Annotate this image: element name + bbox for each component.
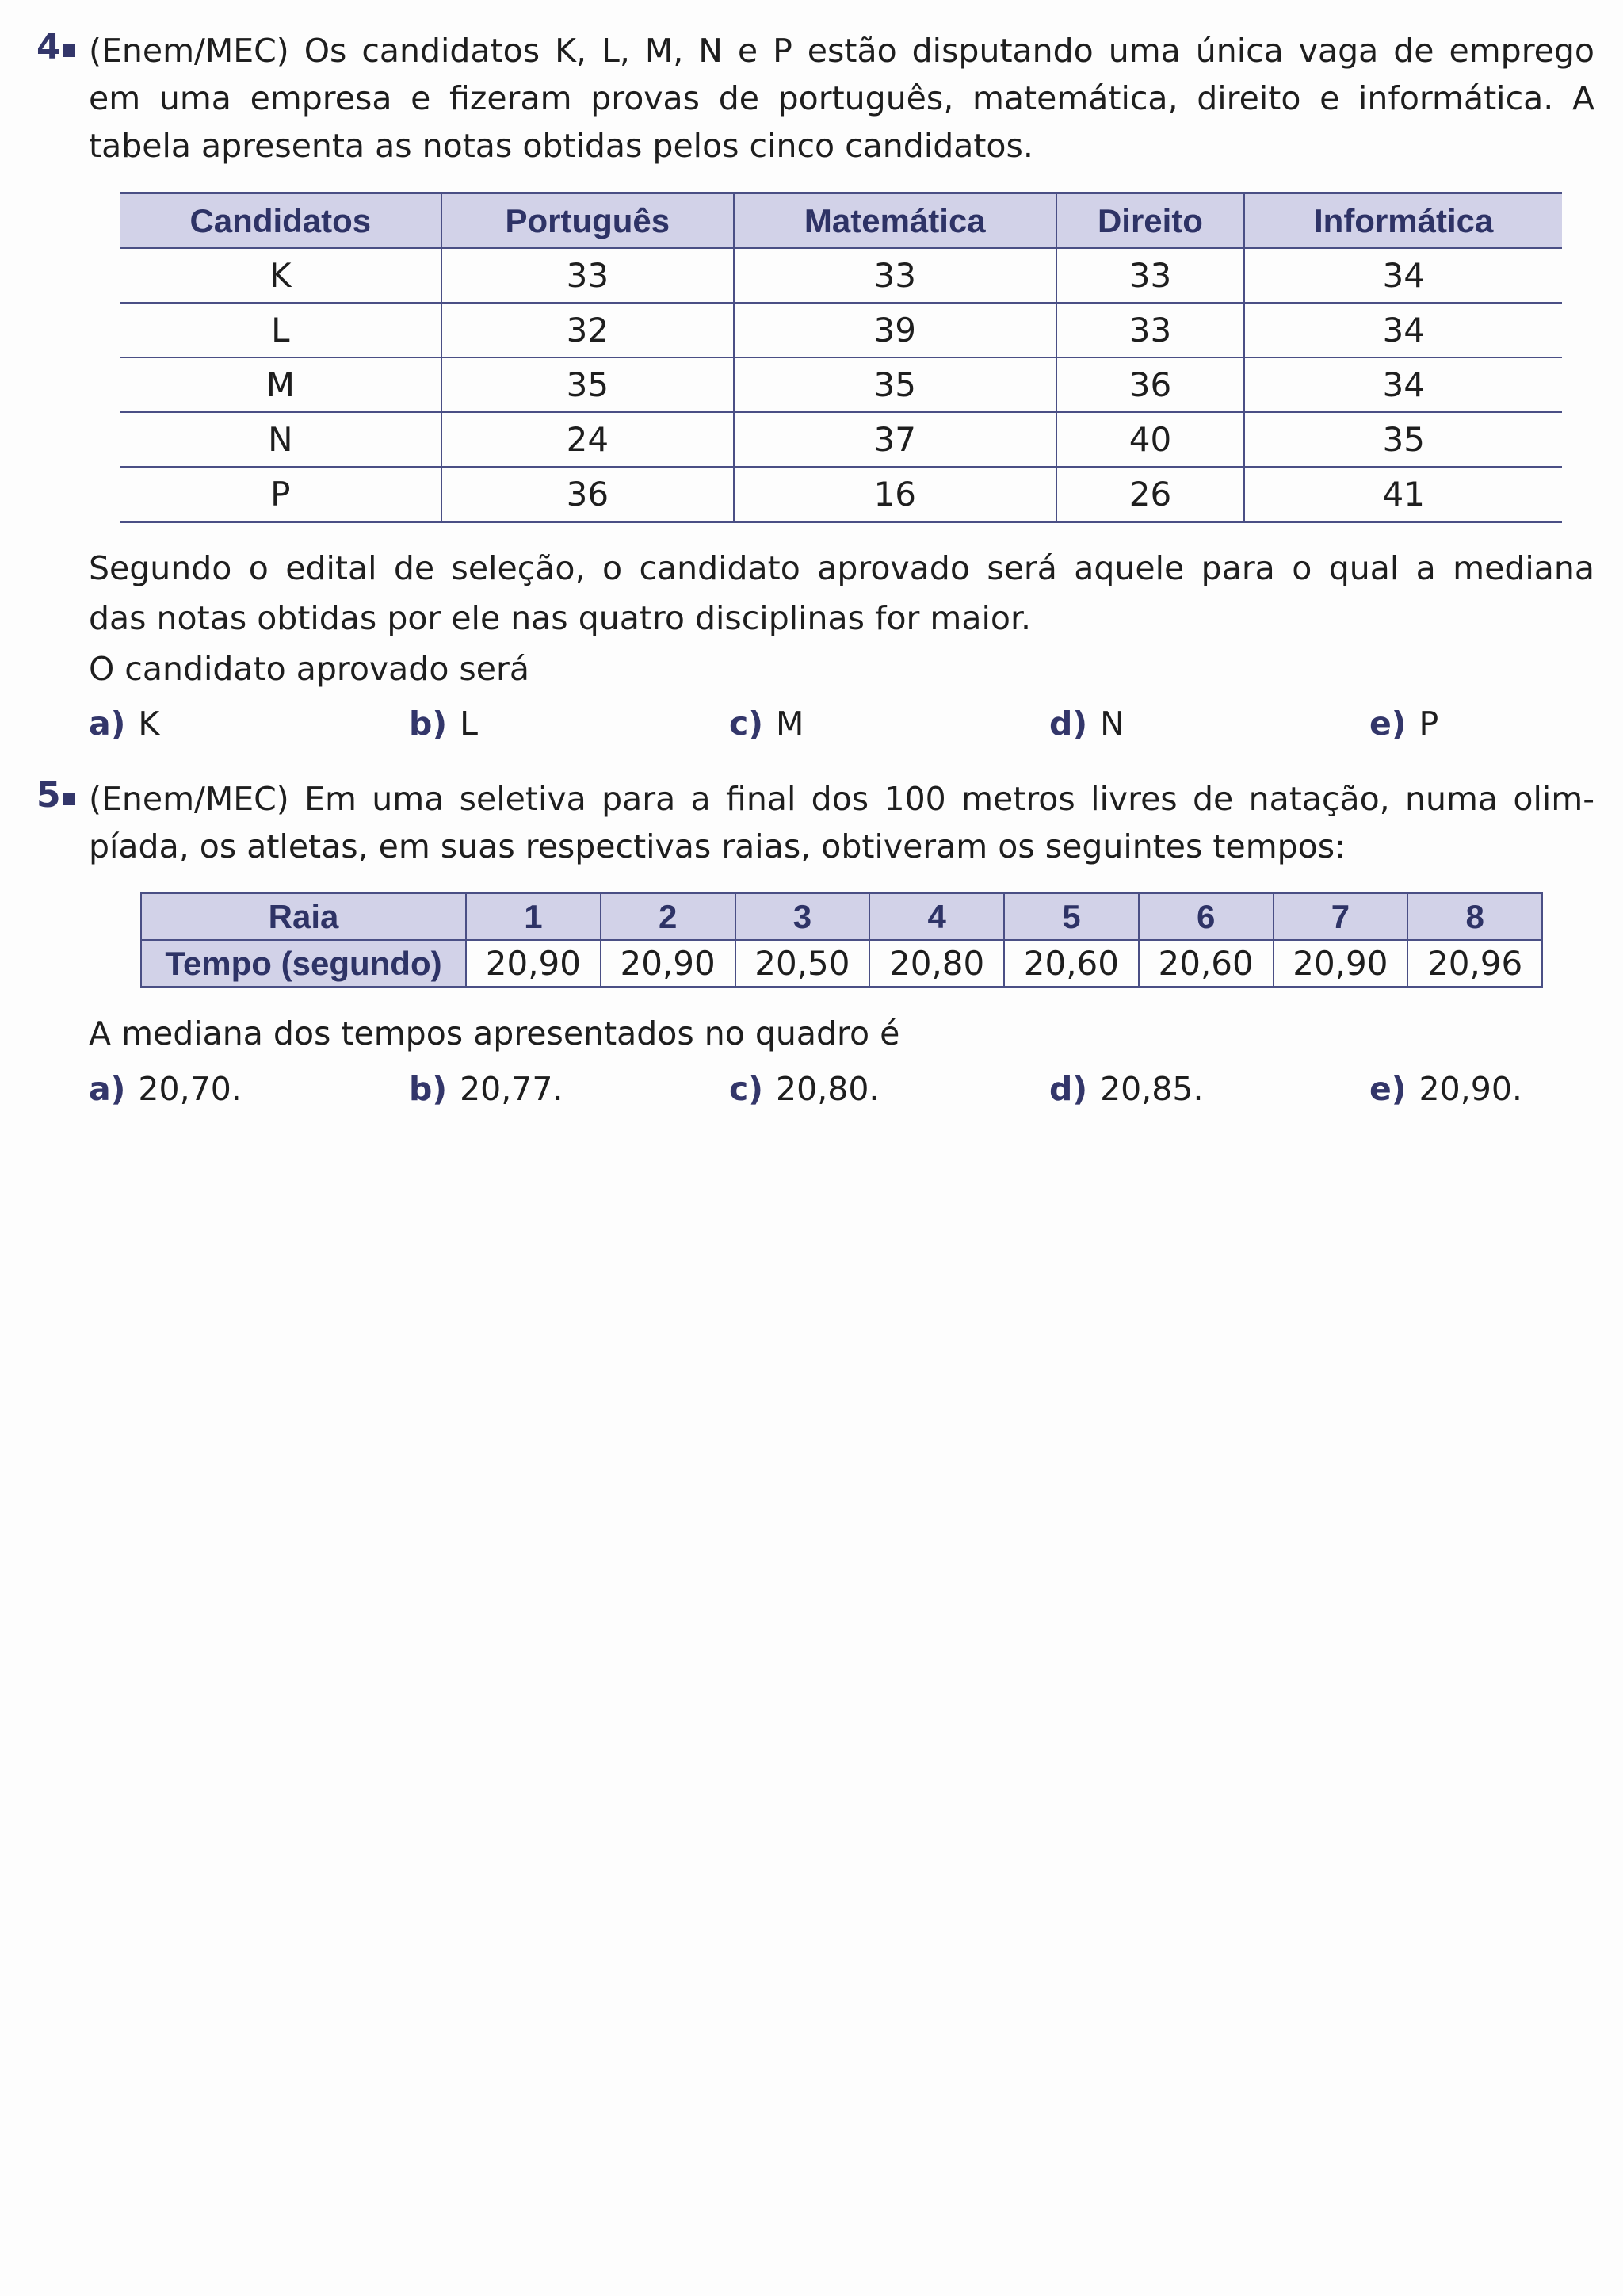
- option-letter: e): [1369, 705, 1407, 743]
- question-4-criteria-line-1: Segundo o edital de seleção, o candidato aprovado será aquele para o qual a mediana: [89, 549, 1594, 587]
- header-cell: Português: [441, 193, 734, 249]
- option-letter: d): [1049, 705, 1088, 743]
- number-dot: [63, 793, 75, 805]
- lane-cell: 2: [601, 893, 735, 940]
- table-cell: 33: [1056, 248, 1245, 303]
- lane-cell: 6: [1139, 893, 1274, 940]
- table-cell: 35: [441, 357, 734, 412]
- time-row: [141, 940, 1542, 987]
- question-number-text: 5: [36, 775, 60, 816]
- option-e[interactable]: [1369, 700, 1438, 747]
- table-cell: 39: [734, 303, 1056, 357]
- table-row: [120, 412, 1562, 467]
- table-cell: 36: [441, 467, 734, 522]
- question-5-options: [89, 1065, 1594, 1113]
- grades-table: [120, 192, 1562, 523]
- table-cell: 34: [1244, 303, 1562, 357]
- question-4-text-line-2: em uma empresa e fizeram provas de português, matemática, direito e informática. A: [89, 79, 1594, 117]
- time-cell: 20,96: [1407, 940, 1542, 987]
- option-letter: c): [729, 1070, 764, 1108]
- question-4-options: [89, 700, 1594, 747]
- question-4-text-line-1: (Enem/MEC) Os candidatos K, L, M, N e P estão disputando uma única vaga de emprego: [89, 32, 1594, 70]
- option-letter: e): [1369, 1070, 1407, 1108]
- table-cell: M: [120, 357, 441, 412]
- header-cell: Direito: [1056, 193, 1245, 249]
- time-row-label: Tempo (segundo): [141, 940, 466, 987]
- time-cell: 20,60: [1004, 940, 1139, 987]
- table-cell: 35: [734, 357, 1056, 412]
- option-letter: c): [729, 705, 764, 743]
- table-row: [120, 357, 1562, 412]
- table-cell: L: [120, 303, 441, 357]
- question-number-text: 4: [36, 27, 60, 67]
- option-text: 20,77.: [460, 1070, 563, 1108]
- grades-table-header: [120, 193, 1562, 249]
- table-cell: P: [120, 467, 441, 522]
- question-4-prompt: O candidato aprovado será: [89, 650, 530, 688]
- time-cell: 20,50: [735, 940, 870, 987]
- table-row: [120, 467, 1562, 522]
- option-a[interactable]: [89, 700, 159, 747]
- time-cell: 20,90: [466, 940, 601, 987]
- time-cell: 20,90: [1274, 940, 1408, 987]
- question-4-text-line-3: tabela apresenta as notas obtidas pelos cinco candidatos.: [89, 127, 1033, 165]
- option-text: N: [1100, 705, 1125, 743]
- table-cell: 34: [1244, 248, 1562, 303]
- option-letter: b): [409, 705, 448, 743]
- time-cell: 20,60: [1139, 940, 1274, 987]
- option-text: 20,85.: [1100, 1070, 1204, 1108]
- option-text: L: [460, 705, 478, 743]
- table-cell: 32: [441, 303, 734, 357]
- header-cell: Informática: [1244, 193, 1562, 249]
- question-5-text-line-1: (Enem/MEC) Em uma seletiva para a final dos 100 metros livres de natação, numa olim-: [89, 780, 1594, 818]
- table-cell: 16: [734, 467, 1056, 522]
- question-5-text-line-2: píada, os atletas, em suas respectivas raias, obtiveram os seguintes tempos:: [89, 827, 1346, 865]
- table-cell: 41: [1244, 467, 1562, 522]
- table-cell: 33: [1056, 303, 1245, 357]
- lane-times-table: [140, 892, 1543, 988]
- table-cell: 33: [734, 248, 1056, 303]
- option-letter: b): [409, 1070, 448, 1108]
- table-cell: 36: [1056, 357, 1245, 412]
- lane-cell: 7: [1274, 893, 1408, 940]
- table-cell: 40: [1056, 412, 1245, 467]
- question-5-number: [36, 775, 75, 816]
- question-4-number: [36, 27, 75, 67]
- option-b[interactable]: [409, 1065, 563, 1113]
- option-b[interactable]: [409, 700, 478, 747]
- option-text: M: [776, 705, 804, 743]
- lane-cell: 4: [869, 893, 1004, 940]
- lane-cell: 5: [1004, 893, 1139, 940]
- option-c[interactable]: [729, 700, 804, 747]
- table-row: [120, 248, 1562, 303]
- table-cell: 35: [1244, 412, 1562, 467]
- option-text: P: [1419, 705, 1439, 743]
- option-a[interactable]: [89, 1065, 242, 1113]
- table-cell: K: [120, 248, 441, 303]
- table-cell: 33: [441, 248, 734, 303]
- option-letter: a): [89, 705, 126, 743]
- lane-row: [141, 893, 1542, 940]
- lane-row-label: Raia: [141, 893, 466, 940]
- header-cell: Candidatos: [120, 193, 441, 249]
- lane-cell: 3: [735, 893, 870, 940]
- question-4-criteria-line-2: das notas obtidas por ele nas quatro disciplinas for maior.: [89, 599, 1032, 637]
- question-5-prompt: A mediana dos tempos apresentados no quadro é: [89, 1014, 900, 1052]
- option-text: K: [138, 705, 160, 743]
- lane-cell: 8: [1407, 893, 1542, 940]
- table-cell: 26: [1056, 467, 1245, 522]
- option-text: 20,90.: [1419, 1070, 1522, 1108]
- option-d[interactable]: [1049, 700, 1125, 747]
- option-text: 20,70.: [138, 1070, 242, 1108]
- table-cell: N: [120, 412, 441, 467]
- table-row: [120, 303, 1562, 357]
- lane-cell: 1: [466, 893, 601, 940]
- header-cell: Matemática: [734, 193, 1056, 249]
- option-letter: a): [89, 1070, 126, 1108]
- option-d[interactable]: [1049, 1065, 1204, 1113]
- option-c[interactable]: [729, 1065, 879, 1113]
- table-cell: 24: [441, 412, 734, 467]
- table-cell: 37: [734, 412, 1056, 467]
- number-dot: [63, 44, 75, 57]
- option-letter: d): [1049, 1070, 1088, 1108]
- table-cell: 34: [1244, 357, 1562, 412]
- time-cell: 20,90: [601, 940, 735, 987]
- time-cell: 20,80: [869, 940, 1004, 987]
- option-text: 20,80.: [776, 1070, 880, 1108]
- option-e[interactable]: [1369, 1065, 1522, 1113]
